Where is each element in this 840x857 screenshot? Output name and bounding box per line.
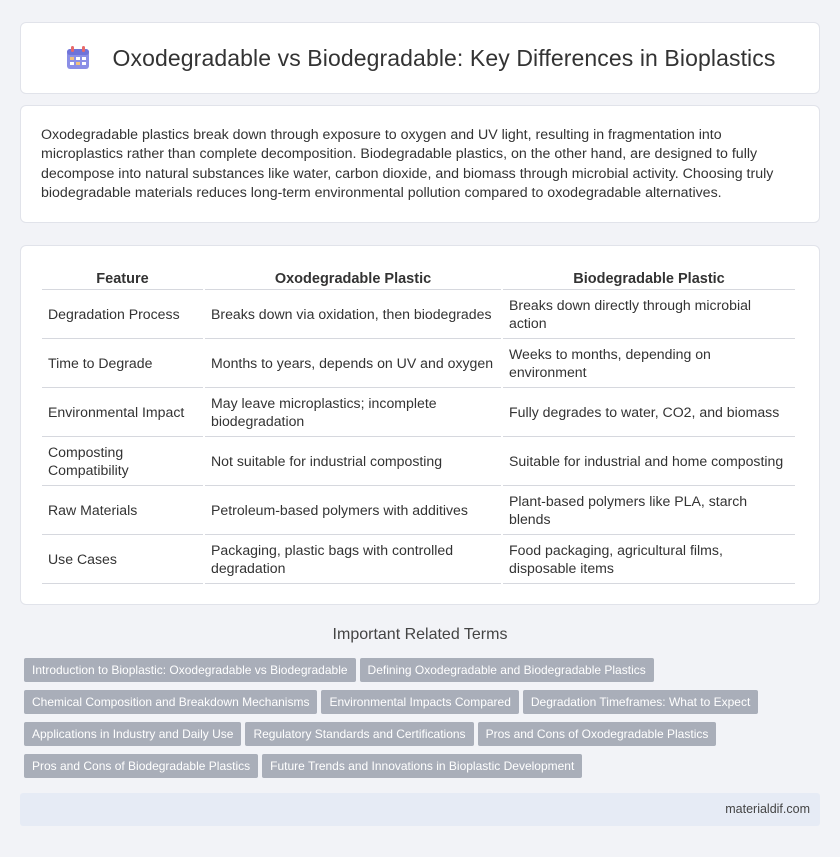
- table-row: [42, 339, 795, 388]
- table-cell: Composting Compatibility: [42, 437, 203, 486]
- related-term-tag[interactable]: Introduction to Bioplastic: Oxodegradable vs Biodegradable: [24, 658, 356, 682]
- table-cell: Petroleum-based polymers with additives: [205, 486, 501, 535]
- table-cell: Raw Materials: [42, 486, 203, 535]
- comparison-table-card: [20, 245, 820, 605]
- related-term-tag[interactable]: Future Trends and Innovations in Bioplastic Development: [262, 754, 582, 778]
- intro-paragraph: Oxodegradable plastics break down through exposure to oxygen and UV light, resulting in fragmentation into microplastics rather than complete decomposition. Biodegradable plastics, on the other hand, are designed to fully decompose into natural substances like water, carbon dioxide, and biomass through microbial activity. Choosing truly biodegradable materials reduces long-term environmental pollution compared to oxodegradable alternatives.: [41, 127, 774, 202]
- table-cell: Suitable for industrial and home composting: [503, 437, 795, 486]
- related-term-tag[interactable]: Pros and Cons of Oxodegradable Plastics: [478, 722, 717, 746]
- table-cell: Food packaging, agricultural films, disposable items: [503, 535, 795, 584]
- page-title: Oxodegradable vs Biodegradable: Key Differences in Bioplastics: [112, 44, 776, 71]
- table-cell: Fully degrades to water, CO2, and biomass: [503, 388, 795, 437]
- related-term-tag[interactable]: Regulatory Standards and Certifications: [245, 722, 473, 746]
- column-header-feature: Feature: [42, 267, 203, 290]
- footer-site-link[interactable]: materialdif.com: [725, 802, 810, 816]
- table-row: [42, 535, 795, 584]
- calendar-grid-icon: [65, 45, 91, 71]
- related-terms-heading: Important Related Terms: [332, 626, 508, 643]
- related-term-tag[interactable]: Defining Oxodegradable and Biodegradable Plastics: [360, 658, 654, 682]
- table-cell: May leave microplastics; incomplete biodegradation: [205, 388, 501, 437]
- table-cell: Time to Degrade: [42, 339, 203, 388]
- related-term-tag[interactable]: Degradation Timeframes: What to Expect: [523, 690, 758, 714]
- table-row: [42, 437, 795, 486]
- table-cell: Weeks to months, depending on environment: [503, 339, 795, 388]
- table-cell: Not suitable for industrial composting: [205, 437, 501, 486]
- comparison-table: [40, 267, 797, 584]
- table-row: [42, 486, 795, 535]
- table-cell: Plant-based polymers like PLA, starch blends: [503, 486, 795, 535]
- column-header-biodegradable: Biodegradable Plastic: [503, 267, 795, 290]
- related-term-tag[interactable]: Chemical Composition and Breakdown Mechanisms: [24, 690, 317, 714]
- table-row: [42, 290, 795, 339]
- related-term-tag[interactable]: Pros and Cons of Biodegradable Plastics: [24, 754, 258, 778]
- column-header-oxodegradable: Oxodegradable Plastic: [205, 267, 501, 290]
- table-cell: Degradation Process: [42, 290, 203, 339]
- table-cell: Months to years, depends on UV and oxygen: [205, 339, 501, 388]
- table-row: [42, 388, 795, 437]
- table-header-row: [42, 267, 795, 290]
- table-cell: Breaks down directly through microbial action: [503, 290, 795, 339]
- related-term-tag[interactable]: Environmental Impacts Compared: [321, 690, 518, 714]
- table-cell: Environmental Impact: [42, 388, 203, 437]
- footer-bar: [20, 793, 820, 826]
- related-term-tag[interactable]: Applications in Industry and Daily Use: [24, 722, 241, 746]
- table-cell: Use Cases: [42, 535, 203, 584]
- related-terms-list: [24, 658, 824, 786]
- header-card: [20, 22, 820, 94]
- intro-card: [20, 105, 820, 223]
- table-cell: Breaks down via oxidation, then biodegrades: [205, 290, 501, 339]
- table-cell: Packaging, plastic bags with controlled degradation: [205, 535, 501, 584]
